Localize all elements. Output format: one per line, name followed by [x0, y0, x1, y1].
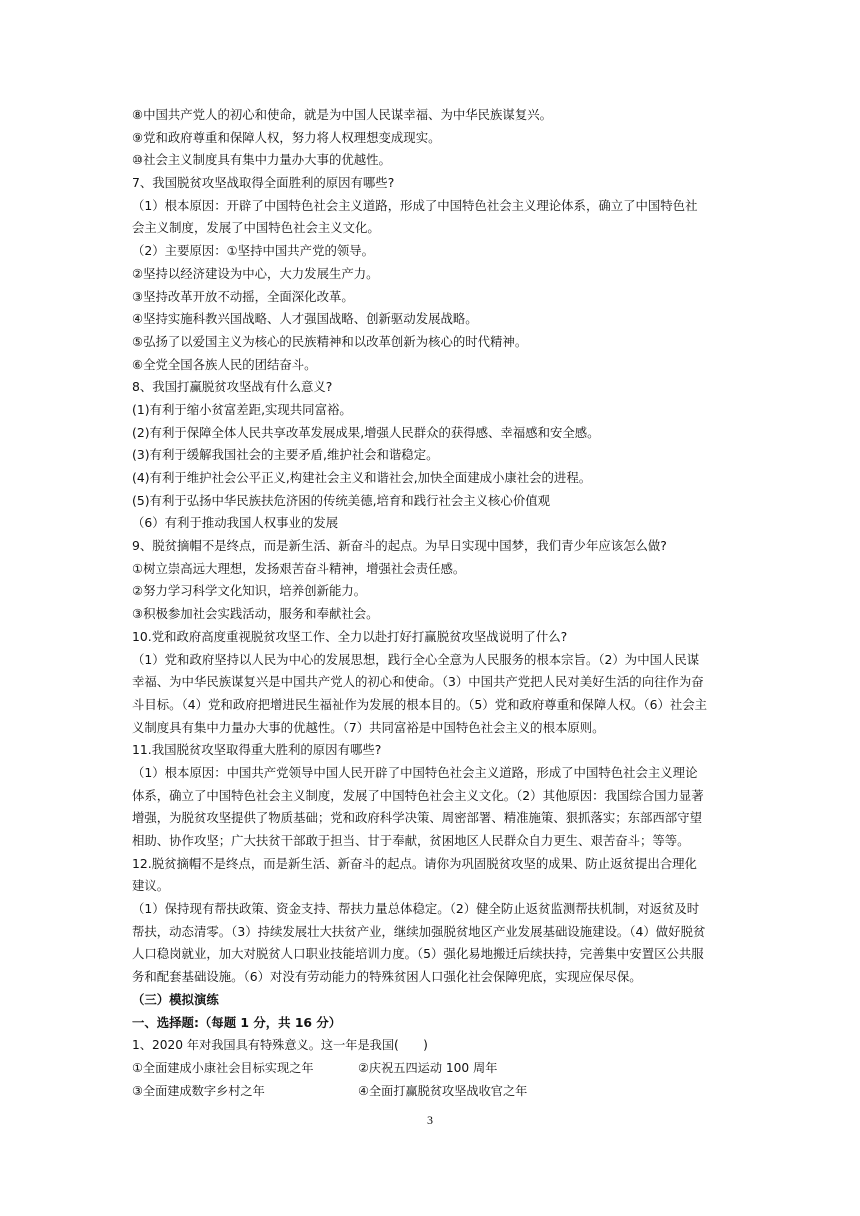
text-line: ⑥全党全国各族人民的团结奋斗。 [132, 356, 317, 372]
question-heading: 7、我国脱贫攻坚战取得全面胜利的原因有哪些? [132, 175, 395, 191]
text-line: （1）根本原因：开辟了中国特色社会主义道路，形成了中国特色社会主义理论体系，确立了中国特色社 [132, 197, 698, 213]
question-1: 1、2020 年对我国具有特殊意义。这一年是我国( ) [132, 1038, 428, 1053]
text-line: ③坚持改革开放不动摇，全面深化改革。 [132, 288, 354, 304]
option-3: ③全面建成数字乡村之年 [132, 1083, 265, 1098]
text-line: (5)有利于弘扬中华民族扶危济困的传统美德,培育和践行社会主义核心价值观 [132, 492, 550, 508]
text-line: ③积极参加社会实践活动，服务和奉献社会。 [132, 606, 379, 622]
options-row [132, 1080, 732, 1103]
text-line: ①树立崇高远大理想，发扬艰苦奋斗精神，增强社会责任感。 [132, 560, 466, 576]
text-line: 相助、协作攻坚；广大扶贫干部敢于担当、甘于奉献，贫困地区人民群众自力更生、艰苦奋斗；等等。 [132, 833, 690, 848]
text-line: （1）保持现有帮扶政策、资金支持、帮扶力量总体稳定。（2）健全防止返贫监测帮扶机制，对返贫及时 [132, 901, 700, 917]
text-lines [132, 104, 732, 989]
page-content [132, 104, 732, 1102]
text-line: ⑧中国共产党人的初心和使命，就是为中国人民谋幸福、为中华民族谋复兴。 [132, 107, 552, 122]
option-2: ②庆祝五四运动 100 周年 [358, 1060, 498, 1075]
options-row [132, 1057, 732, 1080]
text-line: ②努力学习科学文化知识，培养创新能力。 [132, 583, 367, 599]
text-line: 增强，为脱贫攻坚提供了物质基础；党和政府科学决策、周密部署、精准施策、狠抓落实；东部西部守望 [132, 810, 702, 826]
question-heading: 10.党和政府高度重视脱贫攻坚工作、全力以赴打好打赢脱贫攻坚战说明了什么? [132, 628, 568, 644]
text-line: 人口稳岗就业，加大对脱贫人口职业技能培训力度。（5）强化易地搬迁后续扶持，完善集中安置区公共服 [132, 946, 704, 962]
option-4: ④全面打赢脱贫攻坚战收官之年 [358, 1083, 528, 1098]
section-title: （三）模拟演练 [132, 991, 219, 1007]
text-line: ⑤弘扬了以爱国主义为核心的民族精神和以改革创新为核心的时代精神。 [132, 333, 528, 349]
text-line: ⑨党和政府尊重和保障人权，努力将人权理想变成现实。 [132, 129, 441, 145]
choice-section-header: 一、选择题:（每题 1 分，共 16 分） [132, 1014, 342, 1030]
text-line: （1）根本原因：中国共产党领导中国人民开辟了中国特色社会主义道路，形成了中国特色社会主义理论 [132, 764, 698, 780]
text-line: 斗目标。（4）党和政府把增进民生福祉作为发展的根本目的。（5）党和政府尊重和保障人权。（6）社会主 [132, 696, 708, 712]
question-heading: 9、脱贫摘帽不是终点，而是新生活、新奋斗的起点。为早日实现中国梦，我们青少年应该怎么做? [132, 538, 667, 554]
option-1: ①全面建成小康社会目标实现之年 [132, 1060, 314, 1075]
text-line: ②坚持以经济建设为中心，大力发展生产力。 [132, 265, 379, 281]
question-heading: 11.我国脱贫攻坚取得重大胜利的原因有哪些? [132, 742, 382, 758]
text-line: 会主义制度，发展了中国特色社会主义文化。 [132, 220, 380, 236]
text-line: 义制度具有集中力量办大事的优越性。（7）共同富裕是中国特色社会主义的根本原则。 [132, 719, 605, 735]
text-line: 帮扶，动态清零。（3）持续发展壮大扶贫产业，继续加强脱贫地区产业发展基础设施建设。（4）做好脱贫 [132, 923, 706, 939]
text-line: （6）有利于推动我国人权事业的发展 [132, 515, 339, 531]
page-number: 3 [427, 1113, 433, 1127]
question-heading: 8、我国打赢脱贫攻坚战有什么意义? [132, 379, 333, 395]
text-line: (1)有利于缩小贫富差距,实现共同富裕。 [132, 401, 352, 417]
text-line: （2）主要原因：①坚持中国共产党的领导。 [132, 243, 375, 259]
text-line: 建议。 [132, 878, 170, 894]
text-line: ⑩社会主义制度具有集中力量办大事的优越性。 [132, 152, 391, 168]
text-line: (3)有利于缓解我国社会的主要矛盾,维护社会和谐稳定。 [132, 447, 439, 463]
text-line: (4)有利于维护社会公平正义,构建社会主义和谐社会,加快全面建成小康社会的进程。 [132, 470, 592, 485]
text-line: (2)有利于保障全体人民共享改革发展成果,增强人民群众的获得感、幸福感和安全感。 [132, 424, 600, 440]
text-line: 幸福、为中华民族谋复兴是中国共产党人的初心和使命。（3）中国共产党把人民对美好生活的向往作为奋 [132, 674, 704, 690]
text-line: 务和配套基础设施。（6）对没有劳动能力的特殊贫困人口强化社会保障兜底，实现应保尽保。 [132, 969, 642, 985]
text-line: 体系，确立了中国特色社会主义制度，发展了中国特色社会主义文化。（2）其他原因：我国综合国力显著 [132, 787, 704, 803]
text-line: ④坚持实施科教兴国战略、人才强国战略、创新驱动发展战略。 [132, 311, 478, 327]
question-heading: 12.脱贫摘帽不是终点，而是新生活、新奋斗的起点。请你为巩固脱贫攻坚的成果、防止返贫提出合理化 [132, 855, 697, 871]
text-line: （1）党和政府坚持以人民为中心的发展思想，践行全心全意为人民服务的根本宗旨。（2）为中国人民谋 [132, 651, 700, 667]
